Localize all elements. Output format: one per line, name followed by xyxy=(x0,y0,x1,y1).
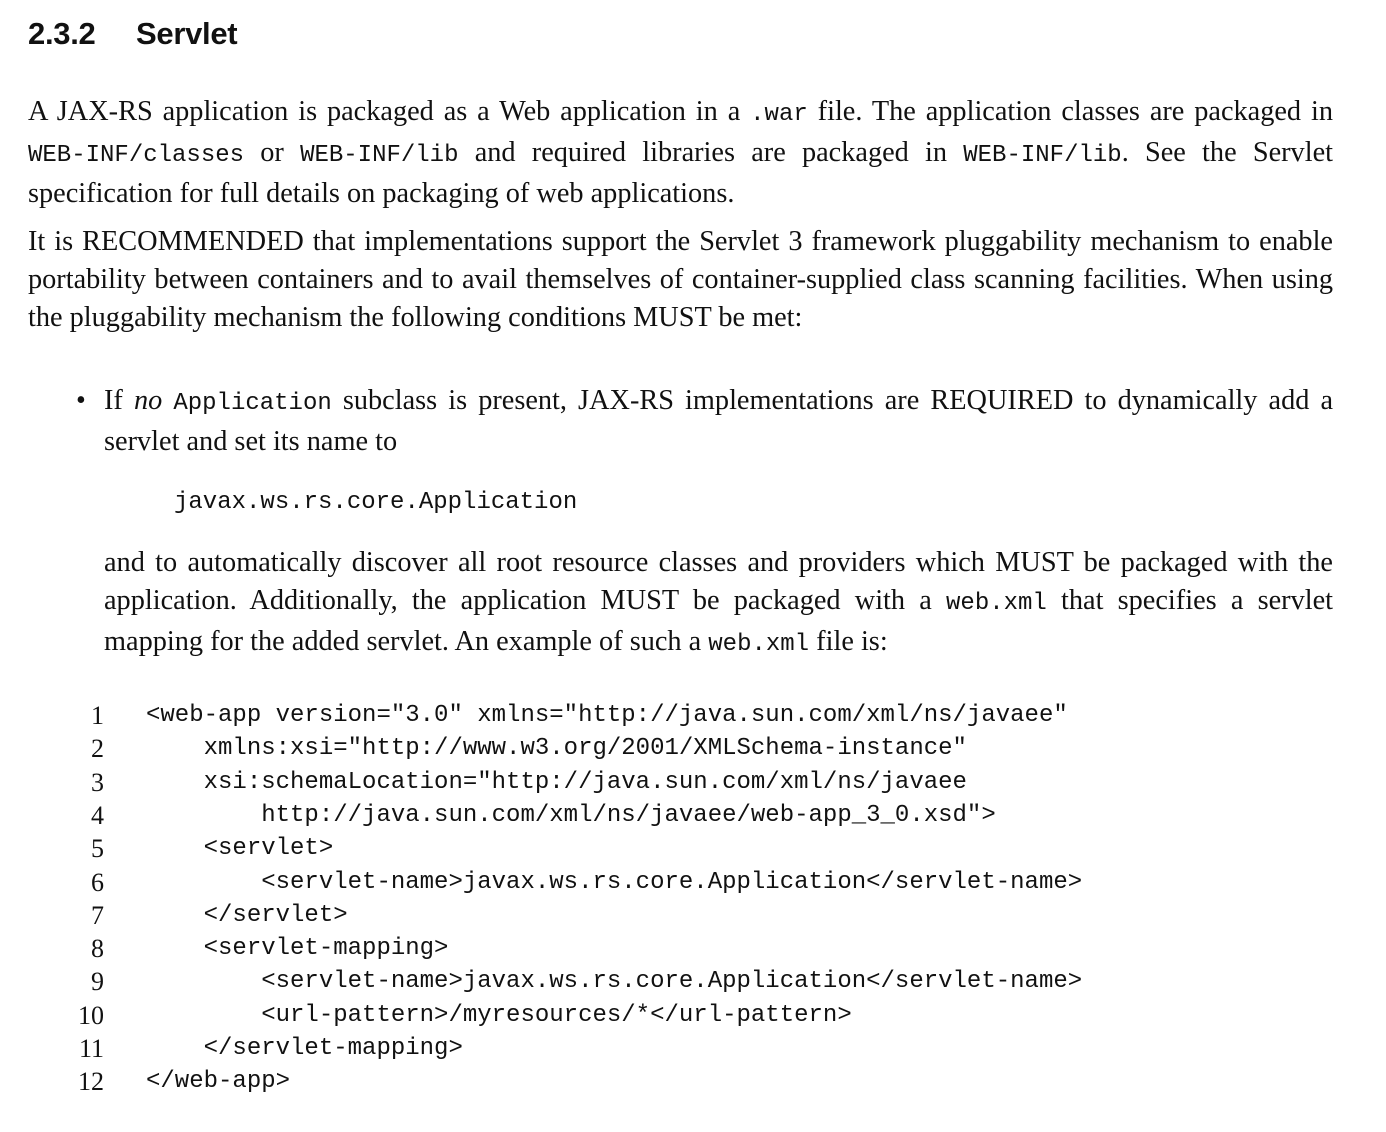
paragraph-pluggability: It is RECOMMENDED that implementations support the Servlet 3 framework pluggability mechanism to enable portability between containers and to avail themselves of container-supplied class scanning facilities. When using the pluggability mechanism the following conditions MUST be met: xyxy=(28,226,1333,333)
text-run: and required libraries are packaged in xyxy=(458,137,964,168)
section-title: Servlet xyxy=(136,16,238,51)
code-text: <servlet-name>javax.ws.rs.core.Application</servlet-name> xyxy=(146,968,1083,996)
code-text: </servlet-mapping> xyxy=(146,1035,463,1062)
text-run: . See the Servlet specification for full details on packaging of web applications. xyxy=(28,137,1333,209)
code-text: http://java.sun.com/xml/ns/javaee/web-app_3_0.xsd"> xyxy=(146,801,996,829)
code-web-xml: web.xml xyxy=(946,590,1047,617)
bullet-paragraph-2 xyxy=(104,544,1333,664)
code-line xyxy=(28,932,1333,965)
line-number: 1 xyxy=(91,701,104,730)
text-run: A JAX-RS application is packaged as a Web application in a xyxy=(28,96,751,127)
code-line xyxy=(28,899,1333,932)
code-application: Application xyxy=(173,390,332,417)
line-number: 7 xyxy=(91,900,104,930)
code-text: <web-app version="3.0" xmlns="http://java.sun.com/xml/ns/javaee" xyxy=(146,702,1068,729)
code-text: <servlet-name>javax.ws.rs.core.Application</servlet-name> xyxy=(146,868,1083,896)
code-text: xsi:schemaLocation="http://java.sun.com/xml/ns/javaee xyxy=(146,768,967,796)
code-line xyxy=(28,699,1333,732)
section-number: 2.3.2 xyxy=(28,16,96,51)
line-number: 6 xyxy=(91,867,104,897)
text-run: and to automatically discover all root resource classes and providers which MUST be packaged with the application. Additionally, the application MUST be packaged with a xyxy=(104,547,1333,616)
text-run: that specifies a servlet mapping for the added servlet. An example of such a xyxy=(104,585,1334,657)
code-war: .war xyxy=(750,101,808,128)
code-line xyxy=(28,1032,1333,1065)
text-run xyxy=(162,385,173,416)
code-web-xml: web.xml xyxy=(708,631,810,658)
bullet-dot: • xyxy=(76,385,86,416)
code-web-inf-lib: WEB-INF/lib xyxy=(300,142,459,169)
line-number: 10 xyxy=(78,1000,104,1030)
code-line xyxy=(28,965,1333,998)
code-line xyxy=(28,732,1333,765)
text-run: If xyxy=(104,385,134,416)
line-number: 5 xyxy=(91,834,104,864)
emphasis-no: no xyxy=(133,385,163,416)
code-text: </servlet> xyxy=(146,901,348,929)
code-web-inf-lib: WEB-INF/lib xyxy=(963,142,1122,169)
code-application-class-name: javax.ws.rs.core.Application xyxy=(174,489,578,516)
paragraph-packaging xyxy=(28,93,1333,213)
text-run: subclass is present, JAX-RS implementations are REQUIRED to dynamically add a servlet and set its name to xyxy=(104,385,1334,457)
text-run: file is: xyxy=(809,626,888,657)
code-text: xmlns:xsi="http://www.w3.org/2001/XMLSchema-instance" xyxy=(146,735,967,763)
text-run: file. The application classes are packaged in xyxy=(807,96,1333,127)
bullet-paragraph-1 xyxy=(104,382,1333,461)
code-web-inf-classes: WEB-INF/classes xyxy=(28,142,245,169)
code-line xyxy=(28,999,1333,1032)
line-number: 9 xyxy=(91,967,104,997)
code-text: </web-app> xyxy=(146,1068,291,1096)
line-number: 12 xyxy=(78,1067,104,1097)
code-text: <servlet> xyxy=(146,835,334,863)
code-line xyxy=(28,832,1333,865)
line-number: 3 xyxy=(91,767,104,797)
code-line xyxy=(28,1065,1333,1098)
line-number: 11 xyxy=(78,1034,104,1063)
line-number: 2 xyxy=(91,734,104,764)
code-text: <servlet-mapping> xyxy=(146,935,449,963)
text-run: or xyxy=(244,137,301,168)
line-number: 4 xyxy=(91,800,104,830)
line-number: 8 xyxy=(91,934,104,964)
code-text: <url-pattern>/myresources/*</url-pattern> xyxy=(146,1001,852,1029)
code-line xyxy=(28,866,1333,899)
section-heading xyxy=(28,14,237,54)
code-line xyxy=(28,799,1333,832)
code-line xyxy=(28,766,1333,799)
